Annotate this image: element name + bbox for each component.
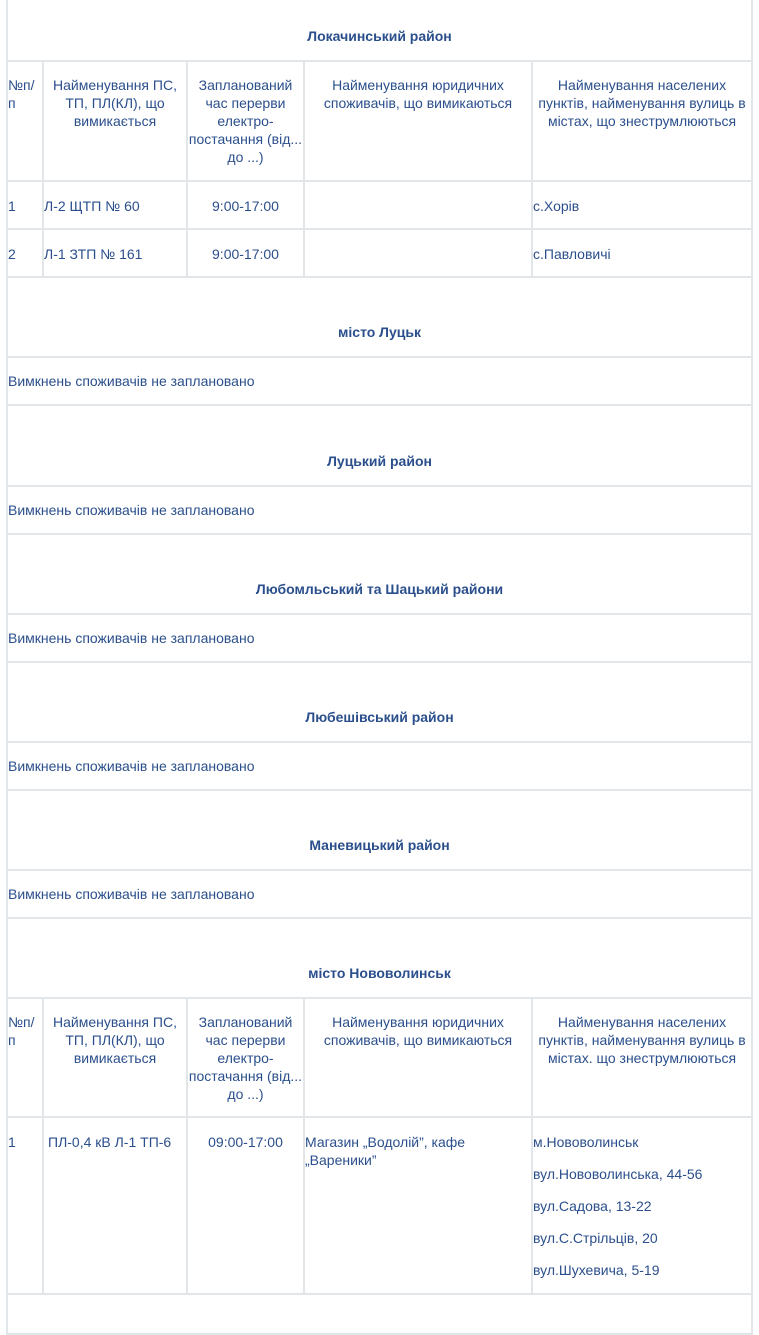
table-header-row [7,61,752,181]
row-time: 9:00-17:00 [187,181,304,229]
header-time: Запланований час перерви електро-постачання (від... до ...) [187,61,304,181]
section-title-manevytskyi: Маневицький район [7,790,752,870]
row-num: 2 [7,229,43,277]
section-title-row [7,662,752,742]
row-places [532,1117,752,1294]
place-line: вул.Нововолинська, 44-56 [533,1166,703,1182]
header-consumers: Найменування юридичних споживачів, що вимикаються [304,61,532,181]
no-outages-text: Вимкнень споживачів не заплановано [7,614,752,662]
no-outages-text: Вимкнень споживачів не заплановано [7,486,752,534]
row-object: Л-1 ЗТП № 161 [43,229,187,277]
header-consumers: Найменування юридичних споживачів, що вимикаються [304,998,532,1117]
table-row [7,181,752,229]
header-places: Найменування населених пунктів, найменування вулиць в містах. що знеструмлюються [532,998,752,1117]
no-outages-row [7,486,752,534]
no-outages-row [7,870,752,918]
place-line: вул.Шухевича, 5-19 [533,1262,660,1278]
section-title-lutskyi: Луцький район [7,405,752,486]
row-consumers [304,229,532,277]
row-object: ПЛ-0,4 кВ Л-1 ТП-6 [43,1117,187,1294]
row-time: 09:00-17:00 [187,1117,304,1294]
section-title-row [7,405,752,486]
row-consumers [304,181,532,229]
row-consumers: Магазин „Водолій”, кафе „Вареники” [304,1117,532,1294]
section-title-novovolynsk: місто Нововолинськ [7,918,752,998]
section-title-row [7,790,752,870]
table-row [7,1117,752,1294]
place-line: м.Нововолинськ [533,1134,639,1150]
header-object: Найменування ПС, ТП, ПЛ(КЛ), що вимикається [43,61,187,181]
row-num: 1 [7,1117,43,1294]
header-num: №п/п [7,998,43,1117]
header-places: Найменування населених пунктів, найменування вулиць в містах, що знеструмлюються [532,61,752,181]
place-line: вул.Садова, 13-22 [533,1198,652,1214]
section-title-row [7,918,752,998]
no-outages-row [7,357,752,405]
trailing-row [7,1294,752,1334]
row-places: с.Павловичі [532,229,752,277]
row-time: 9:00-17:00 [187,229,304,277]
no-outages-text: Вимкнень споживачів не заплановано [7,870,752,918]
section-title-row [7,534,752,614]
row-num: 1 [7,181,43,229]
place-line: вул.С.Стрільців, 20 [533,1230,658,1246]
header-num: №п/п [7,61,43,181]
no-outages-row [7,614,752,662]
header-time: Запланований час перерви електро-постачання (від... до ...) [187,998,304,1117]
no-outages-text: Вимкнень споживачів не заплановано [7,357,752,405]
table-row [7,229,752,277]
section-title-row [7,277,752,357]
header-object: Найменування ПС, ТП, ПЛ(КЛ), що вимикається [43,998,187,1117]
no-outages-text: Вимкнень споживачів не заплановано [7,742,752,790]
trailing-empty-cell [7,1294,752,1334]
section-title-lokachynskyi: Локачинський район [7,0,752,61]
table-header-row [7,998,752,1117]
section-title-row [7,0,752,61]
row-places: с.Хорів [532,181,752,229]
row-object: Л-2 ЩТП № 60 [43,181,187,229]
section-title-liubomlskyi: Любомльський та Шацький райони [7,534,752,614]
section-title-lutsk-city: місто Луцьк [7,277,752,357]
outage-schedule-table [6,0,753,1335]
section-title-liubeshivskyi: Любешівський район [7,662,752,742]
no-outages-row [7,742,752,790]
